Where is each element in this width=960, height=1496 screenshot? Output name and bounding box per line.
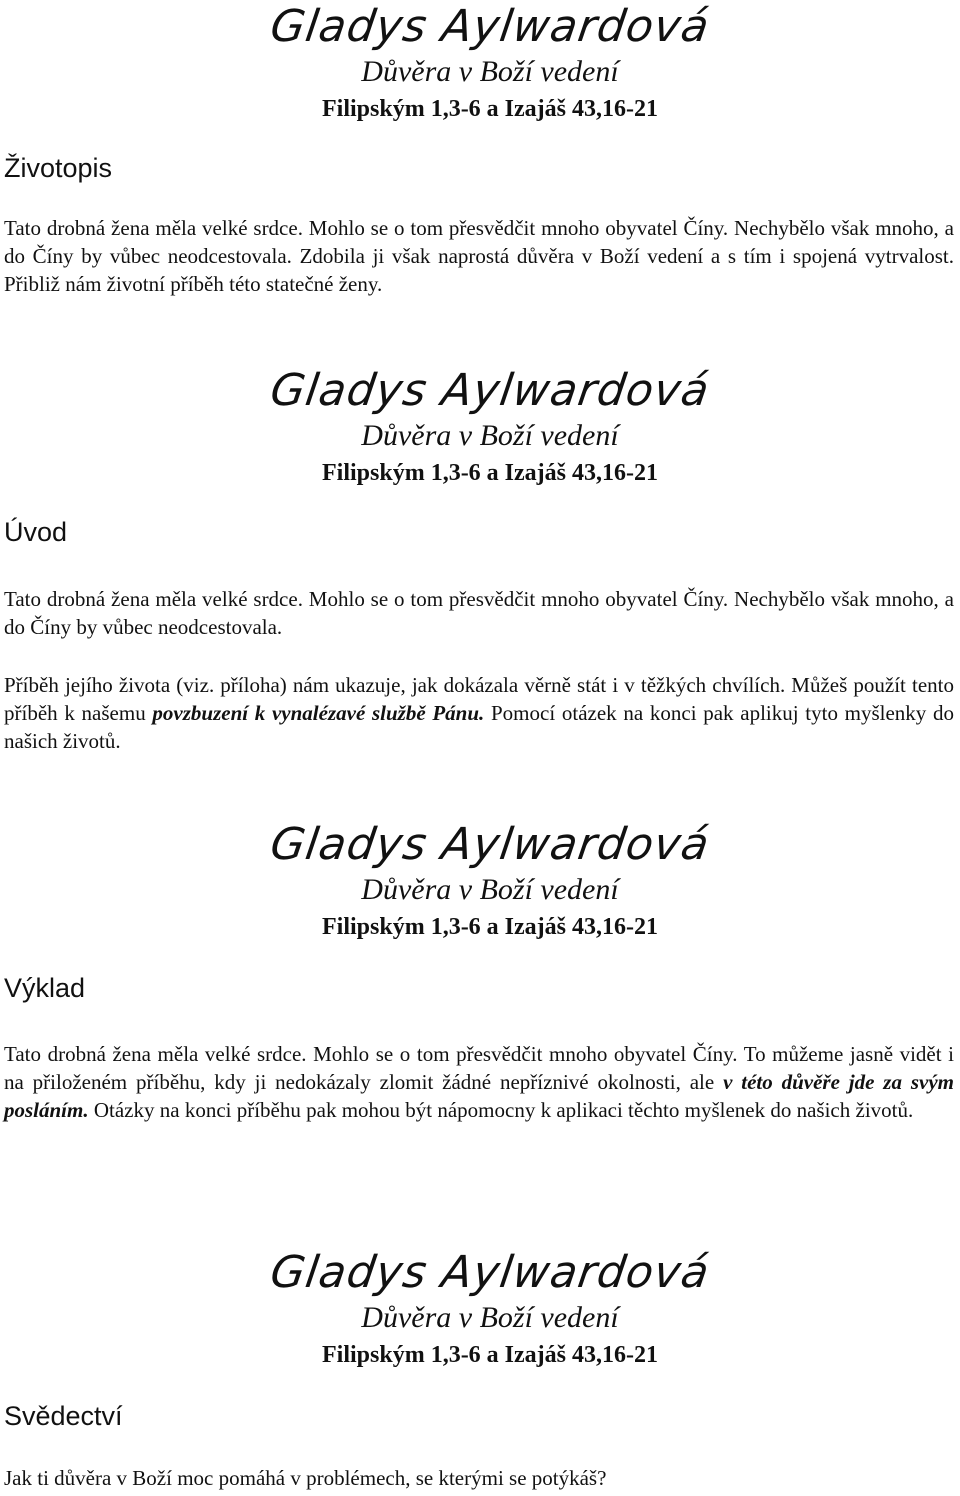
section-heading-zivotopis: Životopis bbox=[4, 153, 113, 183]
section-heading-svedectvi: Svědectví bbox=[4, 1401, 123, 1431]
paragraph-vyklad-part-b: Otázky na konci příběhu pak mohou být nápomocny k aplikaci těchto myšlenek do našich životů. bbox=[88, 1098, 914, 1122]
document-subtitle: Důvěra v Boží vedení bbox=[361, 1301, 619, 1334]
scripture-reference: Filipským 1,3-6 a Izajáš 43,16-21 bbox=[322, 460, 658, 486]
document-title: Gladys Aylwardová bbox=[267, 1247, 713, 1298]
document-title: Gladys Aylwardová bbox=[267, 365, 713, 416]
document-title: Gladys Aylwardová bbox=[267, 819, 713, 870]
section-heading-uvod: Úvod bbox=[4, 517, 68, 547]
paragraph-uvod-1: Tato drobná žena měla velké srdce. Mohlo se o tom přesvědčit mnoho obyvatel Číny. Nechybělo však mnoho, a do Číny by vůbec neodcestovala. bbox=[4, 587, 954, 639]
scripture-reference: Filipským 1,3-6 a Izajáš 43,16-21 bbox=[322, 96, 658, 122]
document-subtitle: Důvěra v Boží vedení bbox=[361, 419, 619, 452]
section-heading-vyklad: Výklad bbox=[4, 973, 86, 1003]
title-block-1 bbox=[0, 2, 960, 124]
title-block-3 bbox=[0, 820, 960, 942]
title-block-4 bbox=[0, 1248, 960, 1370]
paragraph-vyklad-part-a: Tato drobná žena měla velké srdce. Mohlo se o tom přesvědčit mnoho obyvatel Číny. To můžeme jasně vidět i na přiloženém příběhu, kdy ji nedokázaly zlomit žádné nepříznivé okolnosti, ale bbox=[4, 1042, 954, 1094]
paragraph-zivotopis: Tato drobná žena měla velké srdce. Mohlo se o tom přesvědčit mnoho obyvatel Číny. Nechybělo však mnoho, a do Číny by vůbec neodcestovala. Zdobila ji však naprostá důvěra v Boží vedení a s tím i spojená vytrvalost. Přibliž nám životní příběh této statečné ženy. bbox=[4, 216, 954, 296]
paragraph-uvod-2-part-a: Příběh jejího života (viz. příloha) nám ukazuje, jak dokázala věrně stát i v těžkých chvílích. Můžeš použít tento příběh k našemu bbox=[4, 673, 954, 725]
document-subtitle: Důvěra v Boží vedení bbox=[361, 873, 619, 906]
title-block-2 bbox=[0, 366, 960, 488]
document-subtitle: Důvěra v Boží vedení bbox=[361, 55, 619, 88]
paragraph-uvod-2-part-b: Pomocí otázek na konci pak aplikuj tyto myšlenky do našich životů. bbox=[4, 701, 955, 753]
scripture-reference: Filipským 1,3-6 a Izajáš 43,16-21 bbox=[322, 914, 658, 940]
paragraph-vyklad bbox=[4, 1040, 954, 1124]
paragraph-vyklad-emphasis: v této důvěře jde za svým posláním. bbox=[4, 1070, 954, 1122]
scripture-reference: Filipským 1,3-6 a Izajáš 43,16-21 bbox=[322, 1342, 658, 1368]
paragraph-svedectvi: Jak ti důvěra v Boží moc pomáhá v problémech, se kterými se potýkáš? bbox=[4, 1466, 607, 1490]
paragraph-uvod-2-emphasis: povzbuzení k vynalézavé službě Pánu. bbox=[152, 701, 485, 725]
paragraph-uvod-2 bbox=[4, 671, 954, 755]
document-title: Gladys Aylwardová bbox=[267, 1, 713, 52]
